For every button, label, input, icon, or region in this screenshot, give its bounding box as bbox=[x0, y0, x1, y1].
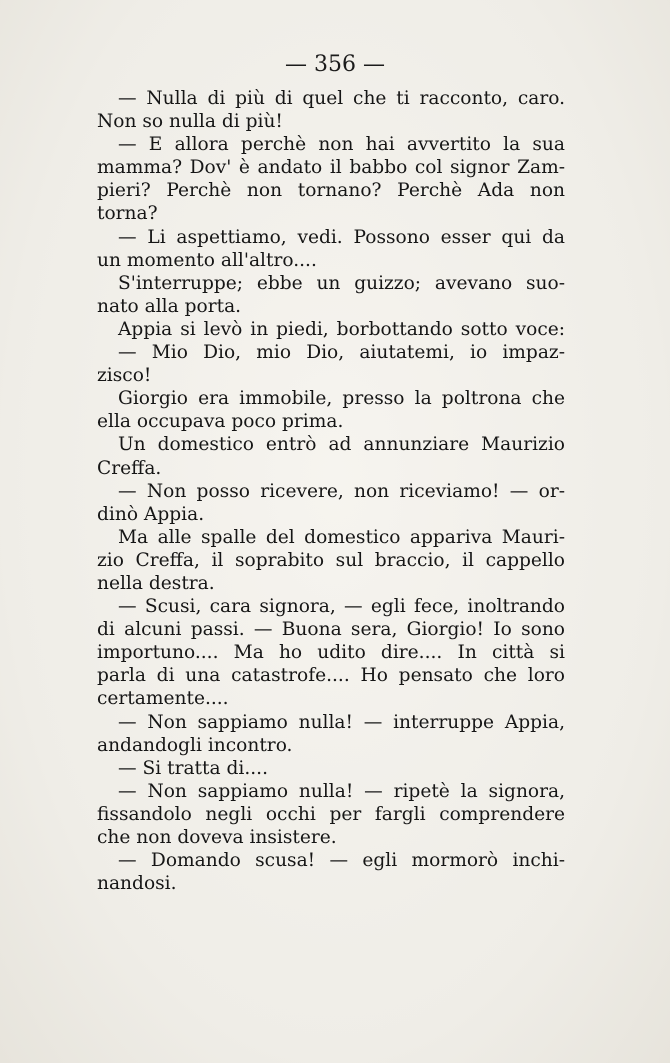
text-line: fissandolo negli occhi per fargli comprendere bbox=[97, 803, 565, 825]
text-line: nella destra. bbox=[97, 572, 215, 594]
text-line: — Si tratta di.... bbox=[118, 757, 268, 779]
text-line: un momento all'altro.... bbox=[97, 249, 317, 271]
text-line: zio Creffa, il soprabito sul braccio, il cappello bbox=[97, 549, 565, 571]
text-line: torna? bbox=[97, 203, 158, 225]
text-line: — Non posso ricevere, non riceviamo! — or- bbox=[118, 480, 565, 502]
text-line: — Non sappiamo nulla! — ripetè la signora, bbox=[118, 780, 565, 802]
page-number: — 356 — bbox=[285, 52, 385, 77]
text-line: Giorgio era immobile, presso la poltrona che bbox=[118, 388, 565, 410]
text-line: che non doveva insistere. bbox=[97, 827, 337, 848]
text-line: — Li aspettiamo, vedi. Possono esser qui da bbox=[118, 226, 565, 248]
text-line: ella occupava poco prima. bbox=[97, 411, 344, 433]
text-line: — E allora perchè non hai avvertito la sua bbox=[118, 134, 565, 156]
text-line: nato alla porta. bbox=[97, 295, 242, 317]
text-line: pieri? Perchè non tornano? Perchè Ada non bbox=[97, 180, 565, 202]
text-line: certamente.... bbox=[97, 688, 229, 710]
text-line: mamma? Dov' è andato il babbo col signor Zam- bbox=[97, 157, 565, 179]
text-line: S'interruppe; ebbe un guizzo; avevano suo- bbox=[118, 272, 565, 294]
text-line: Un domestico entrò ad annunziare Maurizio bbox=[118, 434, 565, 456]
text-line: — Non sappiamo nulla! — interruppe Appia, bbox=[118, 711, 565, 733]
text-line: nandosi. bbox=[97, 873, 177, 895]
text-line: Ma alle spalle del domestico appariva Mauri- bbox=[118, 526, 565, 548]
text-line: Appia si levò in piedi, borbottando sotto voce: bbox=[118, 318, 565, 340]
text-line: importuno.... Ma ho udito dire.... In città si bbox=[97, 642, 565, 664]
text-line: parla di una catastrofe.... Ho pensato che loro bbox=[97, 665, 565, 687]
text-line: dinò Appia. bbox=[97, 503, 205, 525]
text-line: — Scusi, cara signora, — egli fece, inoltrando bbox=[118, 596, 565, 618]
text-line: zisco! bbox=[97, 365, 152, 387]
text-line: Non so nulla di più! bbox=[97, 111, 283, 133]
text-line: andandogli incontro. bbox=[97, 734, 293, 756]
body-text bbox=[97, 87, 565, 895]
text-line: di alcuni passi. — Buona sera, Giorgio! Io sono bbox=[97, 619, 565, 641]
text-line: — Nulla di più di quel che ti racconto, caro. bbox=[118, 88, 565, 109]
text-line: — Mio Dio, mio Dio, aiutatemi, io impaz- bbox=[118, 342, 565, 364]
text-line: — Domando scusa! — egli mormorò inchi- bbox=[118, 850, 565, 872]
text-line: Creffa. bbox=[97, 457, 162, 479]
